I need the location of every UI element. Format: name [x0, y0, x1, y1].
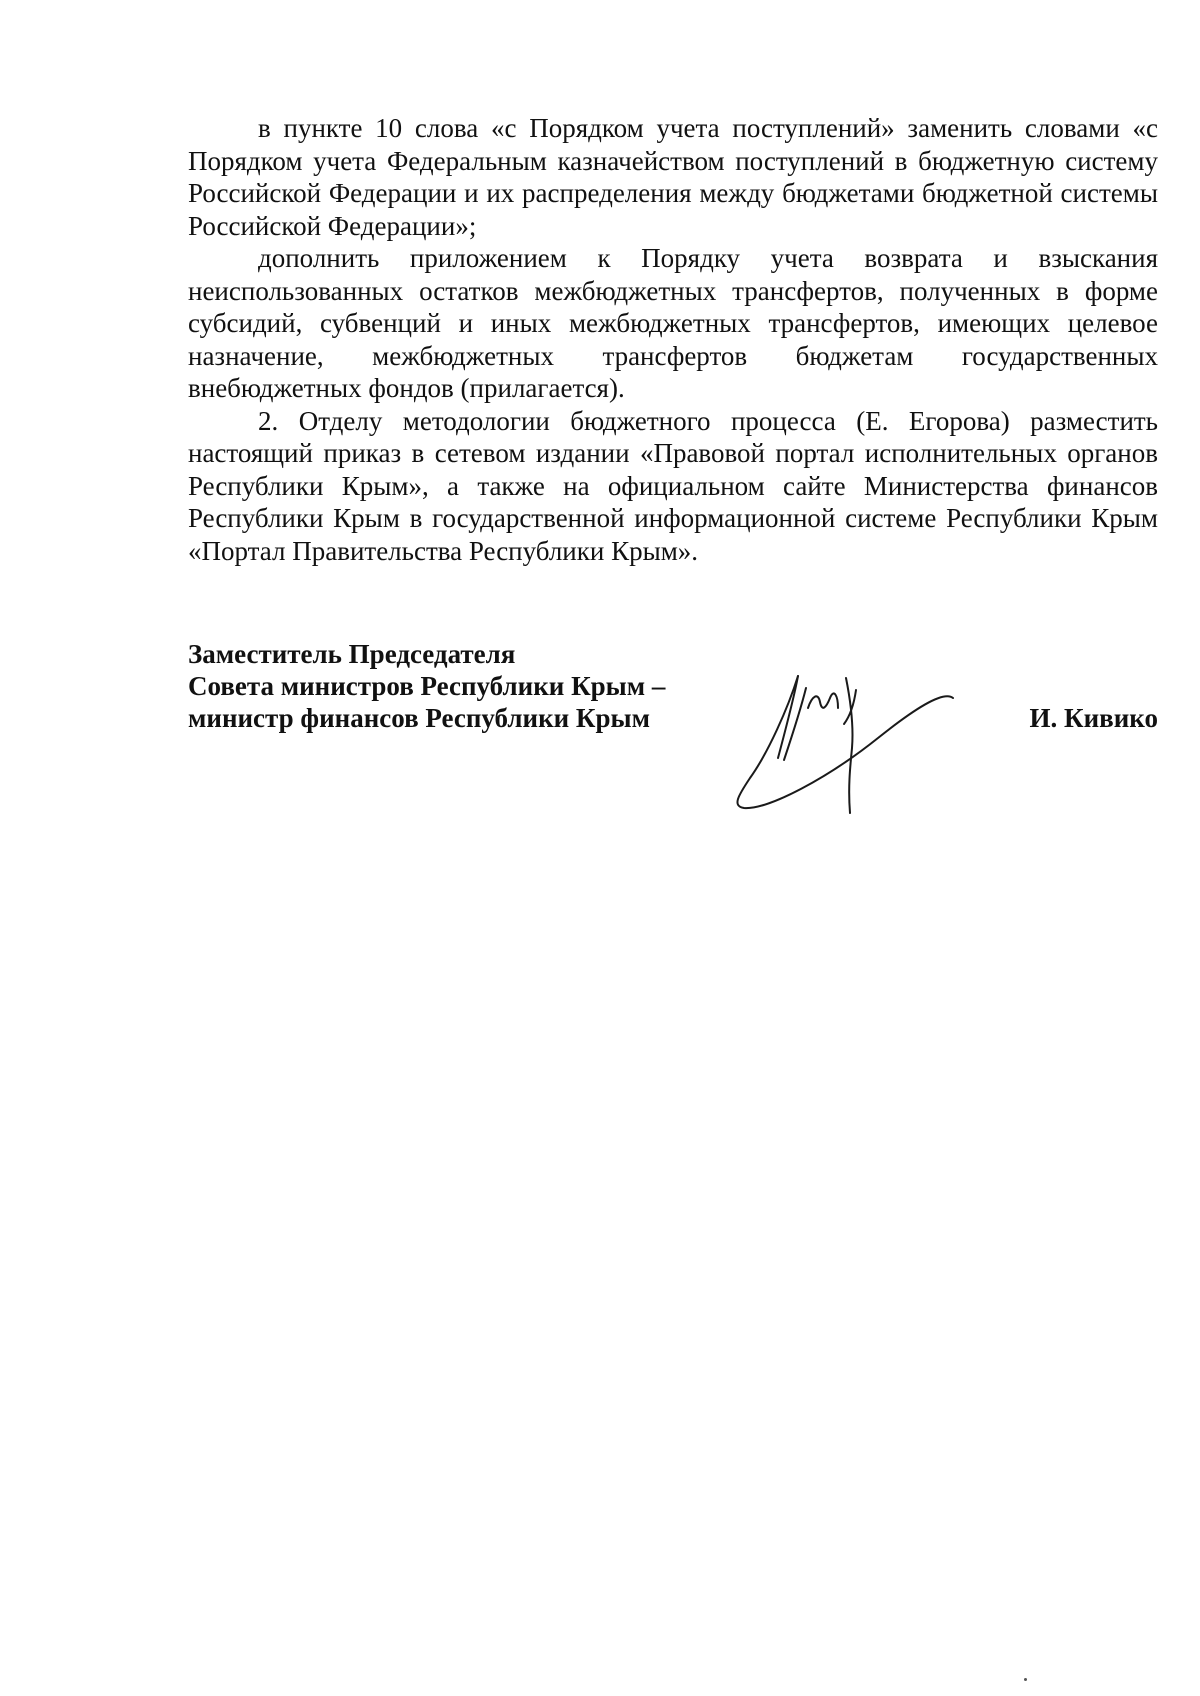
paragraph-publication-order: 2. Отделу методологии бюджетного процесса (Е. Егорова) разместить настоящий приказ в сетевом издании «Правовой портал исполнительных органов Республики Крым», а также на официальном сайте Министерства финансов Республики Крым в государственной информационной системе Республики Крым «Портал Правительства Республики Крым». — [188, 405, 1158, 566]
paragraph-amendment-point-10: в пункте 10 слова «с Порядком учета поступлений» заменить словами «с Порядком учета Федеральным казначейством поступлений в бюджетную систему Российской Федерации и их распределения между бюджетами бюджетной системы Российской Федерации»; — [188, 113, 1158, 241]
signatory-name: И. Кивико — [1029, 703, 1158, 733]
signatory-position-line: министр финансов Республики Крым — [188, 703, 650, 733]
document-body — [188, 112, 1158, 567]
signatory-position-line: Совета министров Республики Крым – — [188, 671, 666, 701]
signatory-position-line: Заместитель Председателя — [188, 639, 516, 669]
scan-dot — [1024, 1678, 1027, 1681]
handwritten-signature — [728, 668, 958, 818]
signatory-position — [188, 638, 665, 734]
signature-block — [188, 638, 1158, 818]
paragraph-add-appendix: дополнить приложением к Порядку учета возврата и взыскания неиспользованных остатков межбюджетных трансфертов, полученных в форме субсидий, субвенций и иных межбюджетных трансфертов, имеющих целевое назначение, межбюджетных трансфертов бюджетам государственных внебюджетных фондов (прилагается). — [188, 243, 1158, 403]
